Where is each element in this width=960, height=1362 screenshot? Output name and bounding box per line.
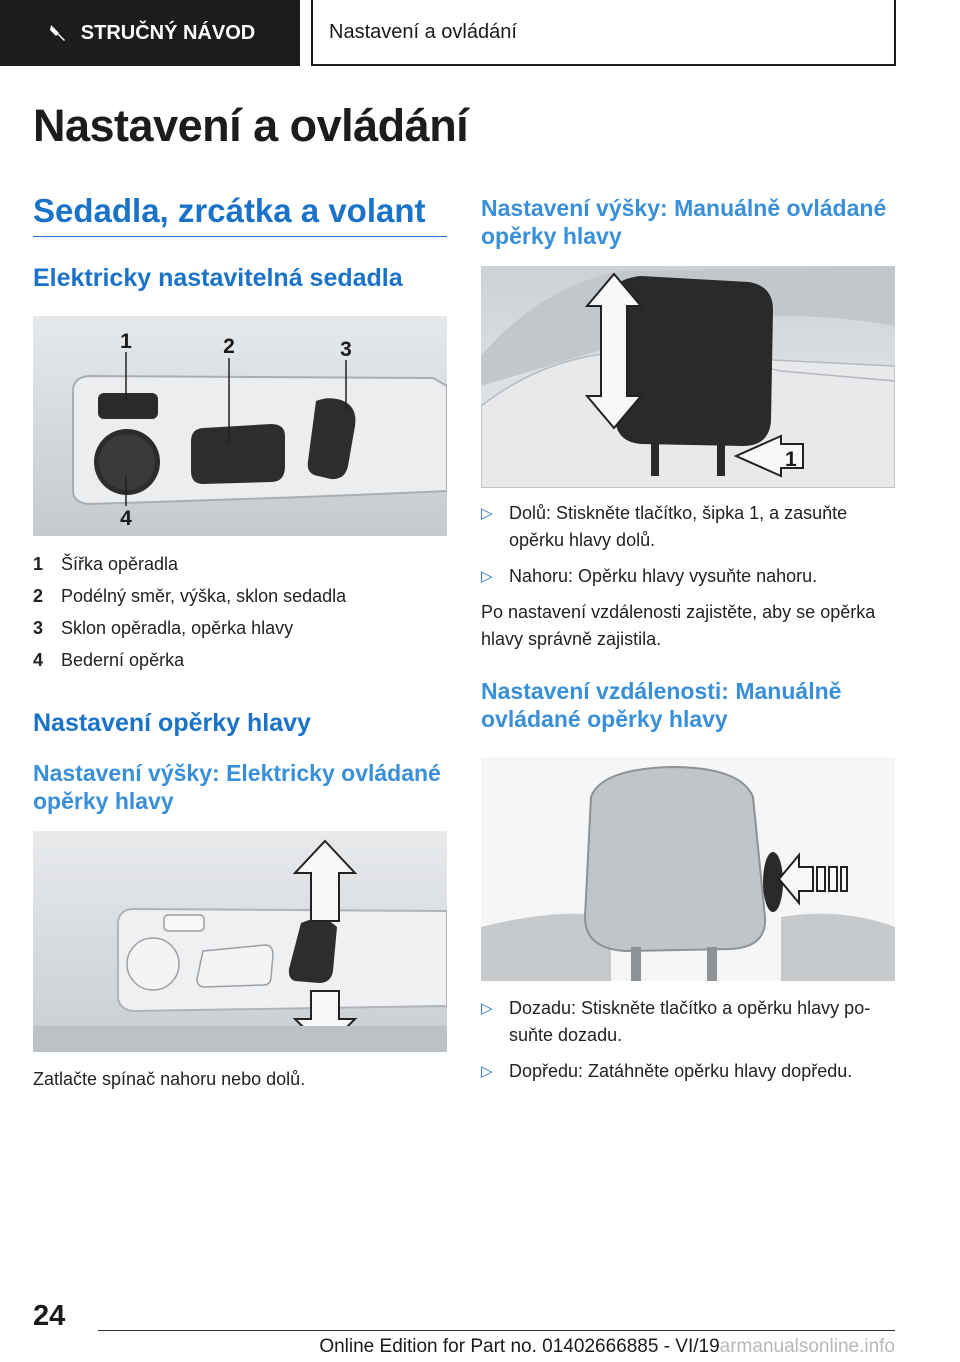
electric-height-heading: Nastavení výšky: Elektricky ovládané opěrky hlavy [33,760,441,814]
footer-edition [319,1336,895,1358]
distance-headrest-image [481,757,895,981]
section-header [311,0,896,66]
list-item: 3 Sklon opěradla, opěrka hlavy [33,618,294,638]
triangle-right-icon: ▷ [481,1000,493,1017]
seat-legend [33,548,447,676]
electric-instruction: Zatlačte spínač nahoru nebo dolů. [33,1069,306,1089]
seats-heading: Elektricky nastavitelná sedadla [33,264,403,292]
list-item: 1 Šířka opěradla [33,554,179,574]
height-list [481,500,895,590]
section-heading: Sedadla, zrcátka a volant [33,192,447,237]
list-item: ▷ Dolů: Stiskněte tlačítko, šipka 1, a zasuňte opěrku hlavy dolů. [481,500,895,554]
pushpin-icon [45,21,69,45]
electric-headrest-image [33,831,447,1052]
callout-1: 1 [785,448,797,471]
callout-2: 2 [223,335,235,358]
watermark: armanualsonline.info [719,1336,895,1357]
left-column [33,190,447,1093]
list-item: 2 Podélný směr, výška, sklon sedadla [33,586,347,606]
seat-controls-image [33,316,447,536]
callout-3: 3 [340,338,352,361]
page-title: Nastavení a ovládání [33,100,469,151]
right-column [481,190,895,1094]
triangle-right-icon: ▷ [481,505,493,522]
manual-height-heading: Nastavení výšky: Manuálně ovládané opěrky hlavy [481,195,887,249]
page-number: 24 [33,1300,66,1332]
triangle-right-icon: ▷ [481,568,493,585]
list-item: ▷ Dozadu: Stiskněte tlačítko a opěrku hlavy po-suňte dozadu. [481,995,895,1049]
manual-headrest-image [481,266,895,488]
list-item: 4 Bederní opěrka [33,650,185,670]
callout-4: 4 [120,507,132,530]
edition-text: Online Edition for Part no. 01402666885 - VI/19 [319,1336,720,1357]
quick-guide-label: STRUČNÝ NÁVOD [80,21,256,44]
list-item: ▷ Nahoru: Opěrku hlavy vysuňte nahoru. [481,563,895,590]
section-header-label: Nastavení a ovládání [329,20,517,43]
triangle-right-icon: ▷ [481,1063,493,1080]
footer-divider [98,1330,895,1331]
list-item: ▷ Dopředu: Zatáhněte opěrku hlavy dopředu. [481,1058,895,1085]
callout-1: 1 [120,330,132,353]
quick-guide-tab[interactable] [0,0,300,66]
manual-distance-heading: Nastavení vzdálenosti: Manuálně ovládané opěrky hlavy [481,678,842,732]
height-note: Po nastavení vzdálenosti zajistěte, aby se opěrka hlavy správně zajistila. [481,602,876,649]
headrest-heading: Nastavení opěrky hlavy [33,709,311,737]
distance-list [481,995,895,1085]
